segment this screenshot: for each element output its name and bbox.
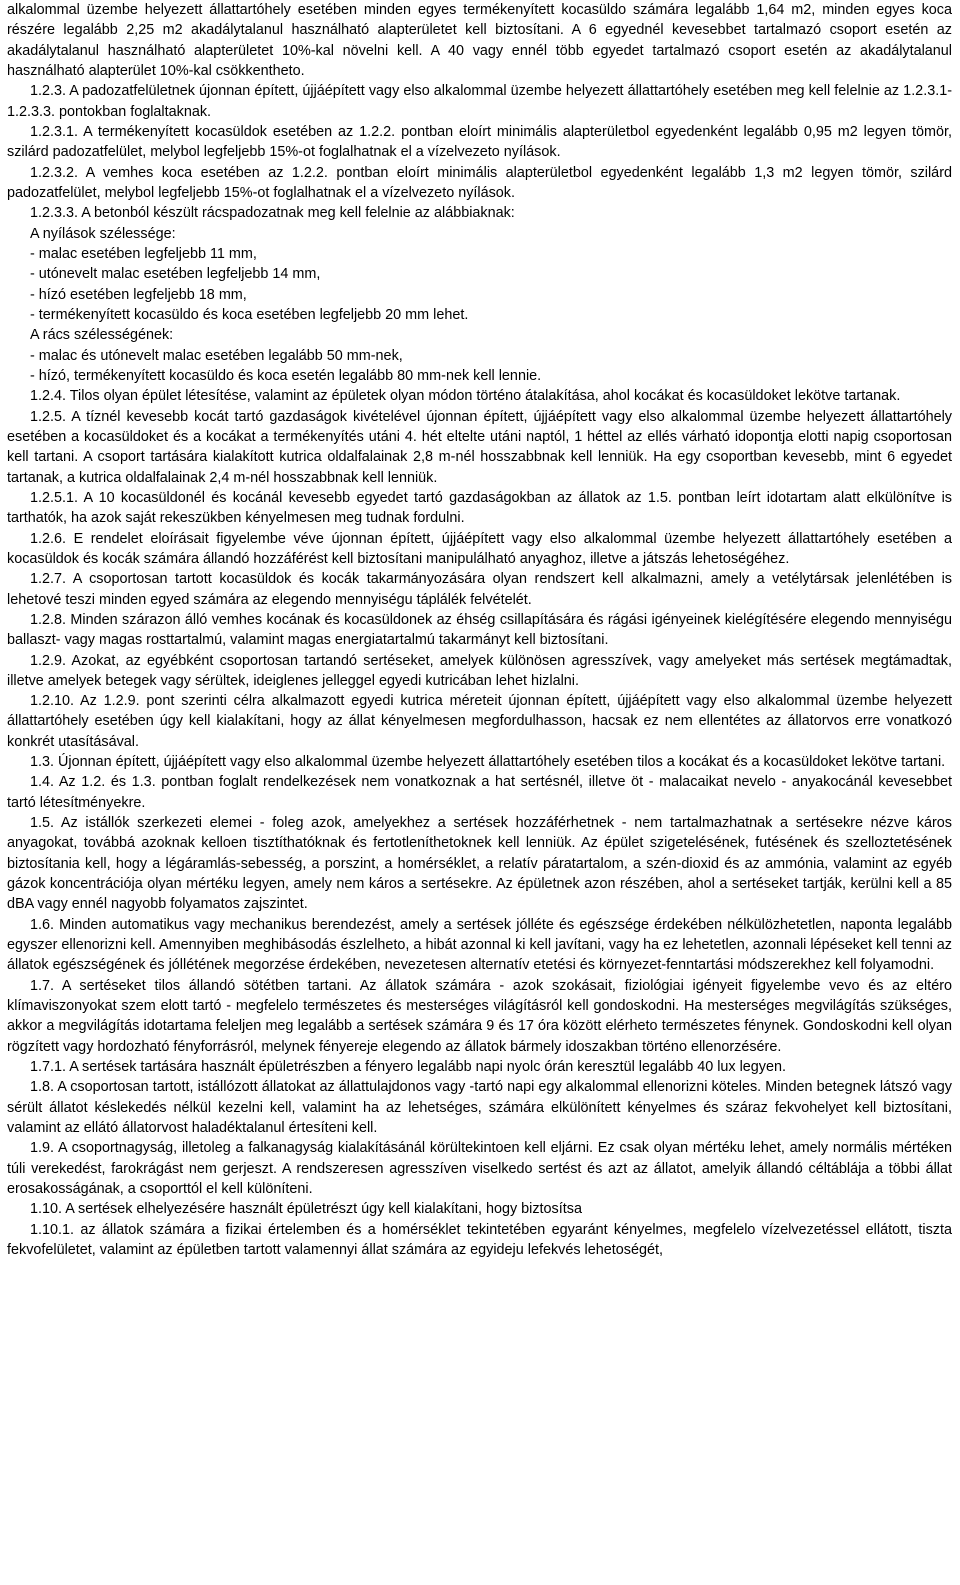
- paragraph: 1.2.10. Az 1.2.9. pont szerinti célra alkalmazott egyedi kutrica méreteit újonnan épített, újjáépített vagy elso alkalommal üzembe helyezett állattartóhely esetében úgy kell kialakítani, hogy az állat kényelmesen megfordulhasson, hacsak ez nem ellentétes az állatorvos erre vonatkozó konkrét utasításával.: [7, 693, 952, 750]
- paragraph: 1.3. Újonnan épített, újjáépített vagy elso alkalommal üzembe helyezett állattartóhely esetében tilos a kocákat és a kocasüldoket lekötve tartani.: [30, 754, 946, 771]
- paragraph: - hízó, termékenyített kocasüldo és koca esetén legalább 80 mm-nek kell lennie.: [30, 367, 542, 384]
- paragraph: alkalommal üzembe helyezett állattartóhely esetében minden egyes termékenyített kocasüldo számára legalább 1,64 m2, minden egyes koca részére legalább 2,25 m2 akadálytalanul használható alapterületet kell biztosítani. A 6 egyednél kevesebbet tartalmazó csoport esetén az akadálytalanul használható alapterületet 10%-kal növelni kell. A 40 vagy ennél több egyedet tartalmazó csoport esetén az akadálytalanul használható alapterület 10%-kal csökkentheto.: [7, 2, 952, 79]
- paragraph: - hízó esetében legfeljebb 18 mm,: [30, 286, 247, 303]
- paragraph: 1.10. A sertések elhelyezésére használt épületrészt úgy kell kialakítani, hogy biztosítsa: [30, 1201, 582, 1218]
- paragraph: 1.9. A csoportnagyság, illetoleg a falkanagyság kialakításánál körültekintoen kell eljárni. Ez csak olyan mértéku lehet, amely normális mértéken túli verekedést, farokrágást nem gerjeszt. A rendszeresen agresszíven viselkedo sertést és azt az állatot, amelyik állandó céltáblája a többi állat erosakosságának, a csoporttól el kell különíteni.: [7, 1140, 952, 1198]
- paragraph: 1.2.3.3. A betonból készült rácspadozatnak meg kell felelnie az alábbiaknak:: [30, 205, 515, 222]
- paragraph: A nyílások szélessége:: [30, 225, 176, 242]
- paragraph: - malac esetében legfeljebb 11 mm,: [30, 245, 257, 262]
- paragraph: 1.2.8. Minden szárazon álló vemhes kocának és kocasüldonek az éhség csillapítására és rágási igényeinek kielégítésére elegendo mennyiségu ballaszt- vagy magas rosttartalmú, valamint magas energiatartalmú takarmányt kell biztosítani.: [7, 611, 952, 649]
- paragraph: 1.7.1. A sertések tartására használt épületrészben a fényero legalább napi nyolc órán keresztül legalább 40 lux legyen.: [30, 1059, 786, 1076]
- paragraph: 1.6. Minden automatikus vagy mechanikus berendezést, amely a sertések jólléte és egészsége érdekében nélkülözhetetlen, naponta legalább egyszer ellenorizni kell. Amennyiben meghibásodás észlelheto, a hibát azonnal ki kell javítani, vagy ha ez lehetetlen, azonnali lépéseket kell tenni az állatok egészségének és jóllétének megorzése érdekében, nevezetesen alternatív etetési és környezet-fenntartási módszerekhez kell folyamodni.: [7, 916, 952, 974]
- paragraph: 1.7. A sertéseket tilos állandó sötétben tartani. Az állatok számára - azok szokásait, fiziológiai igényeit figyelembe vevo és az eltéro klímaviszonyokat szem elott tartó - megfelelo természetes és mesterséges világításról kell gondoskodni. Ha mesterséges megvilágítás szükséges, akkor a megvilágítás idotartama feleljen meg legalább a sertések számára 9 és 17 óra között elérheto természetes fénynek. Gondoskodni kell olyan rögzített vagy hordozható fényforrásról, melynek fényereje elegendo az állatok bármely idoszakban történo ellenorzésére.: [7, 977, 952, 1055]
- paragraph: 1.2.7. A csoportosan tartott kocasüldok és kocák takarmányozására olyan rendszert kell alkalmazni, amely a vetélytársak jelenlétében is lehetové teszi minden egyed számára az elegendo mennyiségu táplálék felvételét.: [7, 571, 952, 608]
- paragraph: 1.2.6. E rendelet eloírásait figyelembe véve újonnan épített, újjáépített vagy elso alkalommal üzembe helyezett állattartóhely esetében a kocasüldok és kocák számára állandó hozzáférést kell biztosítani manipulálható anyaghoz, illetve a játszás lehetoségéhez.: [7, 530, 952, 567]
- paragraph: A rács szélességének:: [30, 327, 174, 344]
- paragraph: 1.2.4. Tilos olyan épület létesítése, valamint az épületek olyan módon történo átalakítása, ahol kocákat és kocasüldoket lekötve tartanak.: [30, 388, 901, 405]
- paragraph: 1.10.1. az állatok számára a fizikai értelemben és a homérséklet tekintetében egyaránt kényelmes, megfelelo vízelvezetéssel ellátott, tiszta fekvofelületet, valamint az épületben tartott valamennyi állat számára az egyideju lefekvés lehetoségét,: [7, 1221, 952, 1259]
- paragraph: 1.5. Az istállók szerkezeti elemei - foleg azok, amelyekhez a sertések hozzáférhetnek - nem tartalmazhatnak a sertésekre nézve káros anyagokat, továbbá azoknak kelloen tisztíthatóknak és fertotleníthetoknek kell lenniük. Az épület szigetelésének, futésének és szelloztetésének biztosítania kell, hogy a légáramlás-sebesség, a porszint, a homérséklet, a relatív páratartalom, a szén-dioxid és az ammónia, valamint az egyéb gázok koncentrációja olyan mértéku legyen, amely nem káros a sertésekre. Az épületnek azon részében, ahol a sertéseket tartják, kerülni kell a 85 dBA vagy ennél nagyobb folyamatos zajszintet.: [7, 815, 952, 913]
- paragraph: - termékenyített kocasüldo és koca esetében legfeljebb 20 mm lehet.: [30, 306, 469, 323]
- paragraph: 1.2.3.1. A termékenyített kocasüldok esetében az 1.2.2. pontban eloírt minimális alapterületbol egyedenként legalább 0,95 m2 legyen tömör, szilárd padozatfelület, melybol legfeljebb 15%-ot foglalhatnak el a vízelvezeto nyílások.: [7, 123, 952, 161]
- paragraph: 1.4. Az 1.2. és 1.3. pontban foglalt rendelkezések nem vonatkoznak a hat sertésnél, illetve öt - malacaikat nevelo - anyakocánál kevesebbet tartó létesítményekre.: [7, 774, 952, 811]
- paragraph: 1.2.3.2. A vemhes koca esetében az 1.2.2. pontban eloírt minimális alapterületbol egyedenként legalább 1,3 m2 legyen tömör, szilárd padozatfelület, melybol legfeljebb 15%-ot foglalhatnak el a vízelvezeto nyílások.: [7, 164, 952, 201]
- paragraph: - malac és utónevelt malac esetében legalább 50 mm-nek,: [30, 347, 403, 364]
- paragraph: 1.2.5. A tíznél kevesebb kocát tartó gazdaságok kivételével újonnan épített, újjáépített vagy elso alkalommal üzembe helyezett állattartóhely esetében a kocasüldoket és a kocákat a termékenyítés utáni 4. hét eltelte utáni naptól, 1 héttel az ellés várható idopontja elotti napig csoportosan kell tartani. A csoport tartására kialakított kutrica oldalfalainak 2,8 m-nél hosszabbnak kell lenniük. Ha egy csoportban kevesebb, mint 6 egyedet tartanak, a kutrica oldalfalainak 2,4 m-nél hosszabbnak kell lenniük.: [7, 408, 952, 486]
- paragraph: 1.2.9. Azokat, az egyébként csoportosan tartandó sertéseket, amelyek különösen agresszívek, vagy amelyeket más sertések megtámadtak, illetve amelyek betegek vagy sérültek, ideiglenes jelleggel egyedi kutricában lehet hizlalni.: [7, 652, 952, 689]
- paragraph: 1.2.3. A padozatfelületnek újonnan épített, újjáépített vagy elso alkalommal üzembe helyezett állattartóhely esetében meg kell felelnie az 1.2.3.1-1.2.3.3. pontokban foglaltaknak.: [7, 83, 952, 120]
- paragraph: 1.2.5.1. A 10 kocasüldonél és kocánál kevesebb egyedet tartó gazdaságokban az állatok az 1.5. pontban leírt idotartam alatt elkülönítve is tarthatók, ha azok saját rekeszükben kényelmesen meg tudnak fordulni.: [7, 489, 952, 527]
- paragraph: 1.8. A csoportosan tartott, istállózott állatokat az állattulajdonos vagy -tartó napi egy alkalommal ellenorizni köteles. Minden betegnek látszó vagy sérült állatot késlekedés nélkül kezelni kell, valamint ha az lehetséges, számára elkülönített kényelmes és száraz fekvohelyet kell biztosítani, valamint az ellátó állatorvost haladéktalanul értesíteni kell.: [7, 1079, 952, 1137]
- paragraph: - utónevelt malac esetében legfeljebb 14 mm,: [30, 266, 321, 283]
